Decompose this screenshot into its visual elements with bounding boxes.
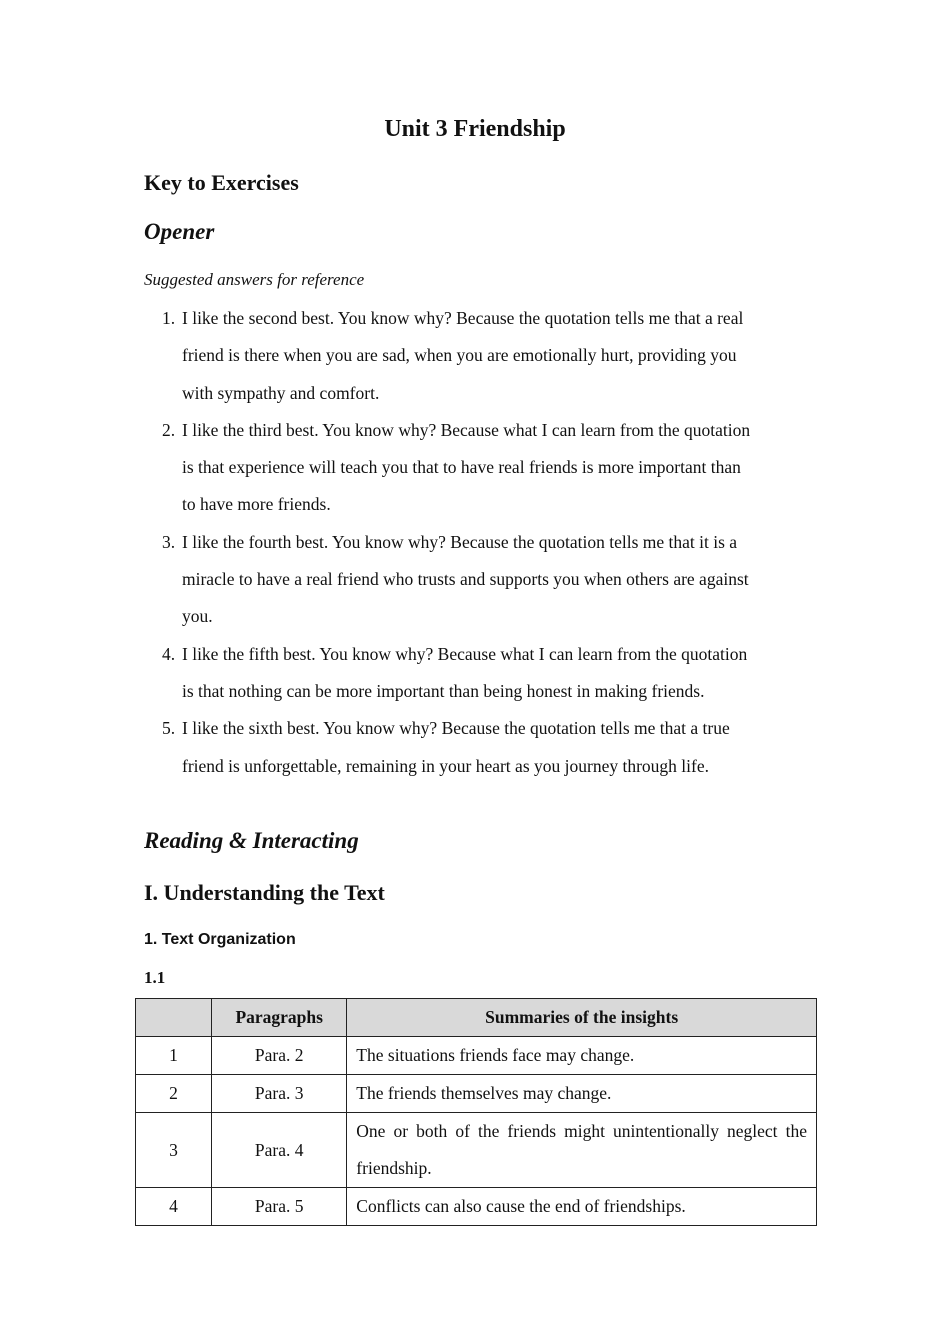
row-number: 2: [136, 1075, 212, 1113]
key-heading: Key to Exercises: [144, 170, 299, 195]
table-row: [136, 1075, 817, 1113]
table-row: [136, 1037, 817, 1075]
list-item: [0, 710, 827, 785]
answer-line: I like the sixth best. You know why? Because the quotation tells me that a true: [182, 718, 730, 739]
header-cell-summaries: Summaries of the insights: [347, 999, 817, 1037]
table-row: [136, 1188, 817, 1226]
row-number: 3: [136, 1113, 212, 1188]
opener-heading: Opener: [144, 219, 215, 244]
list-item: [0, 636, 827, 711]
row-paragraph: Para. 3: [212, 1075, 347, 1113]
table-header-row: [136, 999, 817, 1037]
answer-line: with sympathy and comfort.: [182, 382, 380, 403]
answer-line: I like the third best. You know why? Because what I can learn from the quotation: [182, 419, 751, 440]
row-paragraph: Para. 4: [212, 1113, 347, 1188]
answer-line: is that nothing can be more important than being honest in making friends.: [182, 680, 705, 701]
answer-line: is that experience will teach you that to have real friends is more important than: [182, 457, 741, 478]
header-cell-blank: [136, 999, 212, 1037]
header-cell-paragraphs: Paragraphs: [212, 999, 347, 1037]
answer-line: I like the fourth best. You know why? Because the quotation tells me that it is a: [182, 531, 738, 552]
row-summary: The situations friends face may change.: [347, 1037, 817, 1075]
unit-title: Unit 3 Friendship: [384, 116, 566, 142]
list-number: 2.: [162, 419, 176, 440]
answer-line: I like the second best. You know why? Because the quotation tells me that a real: [182, 308, 744, 328]
row-paragraph: Para. 2: [212, 1037, 347, 1075]
reading-heading: Reading & Interacting: [144, 828, 359, 853]
answer-line: miracle to have a real friend who trusts and supports you when others are against: [182, 569, 749, 590]
answer-line: to have more friends.: [182, 494, 331, 515]
text-organization-heading: 1. Text Organization: [144, 931, 296, 948]
subsection-label: 1.1: [144, 968, 166, 987]
list-item: [0, 524, 827, 636]
row-paragraph: Para. 5: [212, 1188, 347, 1226]
insights-table: [135, 998, 817, 1226]
list-number: 5.: [162, 718, 176, 739]
row-summary: The friends themselves may change.: [347, 1075, 817, 1113]
list-item: [0, 300, 827, 412]
table-row: [136, 1113, 817, 1188]
list-number: 1.: [162, 308, 176, 328]
suggested-note: Suggested answers for reference: [144, 270, 365, 289]
row-number: 4: [136, 1188, 212, 1226]
list-item: [0, 412, 827, 524]
row-summary: Conflicts can also cause the end of friendships.: [347, 1188, 817, 1226]
answer-line: friend is there when you are sad, when you are emotionally hurt, providing you: [182, 345, 737, 366]
row-number: 1: [136, 1037, 212, 1075]
answer-line: I like the fifth best. You know why? Because what I can learn from the quotation: [182, 643, 748, 664]
list-number: 4.: [162, 643, 176, 664]
row-summary: One or both of the friends might unintentionally neglect the friendship.: [347, 1113, 817, 1188]
understanding-heading: I. Understanding the Text: [144, 880, 385, 905]
answer-line: friend is unforgettable, remaining in your heart as you journey through life.: [182, 755, 709, 776]
list-number: 3.: [162, 531, 176, 552]
answer-line: you.: [182, 606, 213, 627]
answer-list: [0, 300, 950, 785]
